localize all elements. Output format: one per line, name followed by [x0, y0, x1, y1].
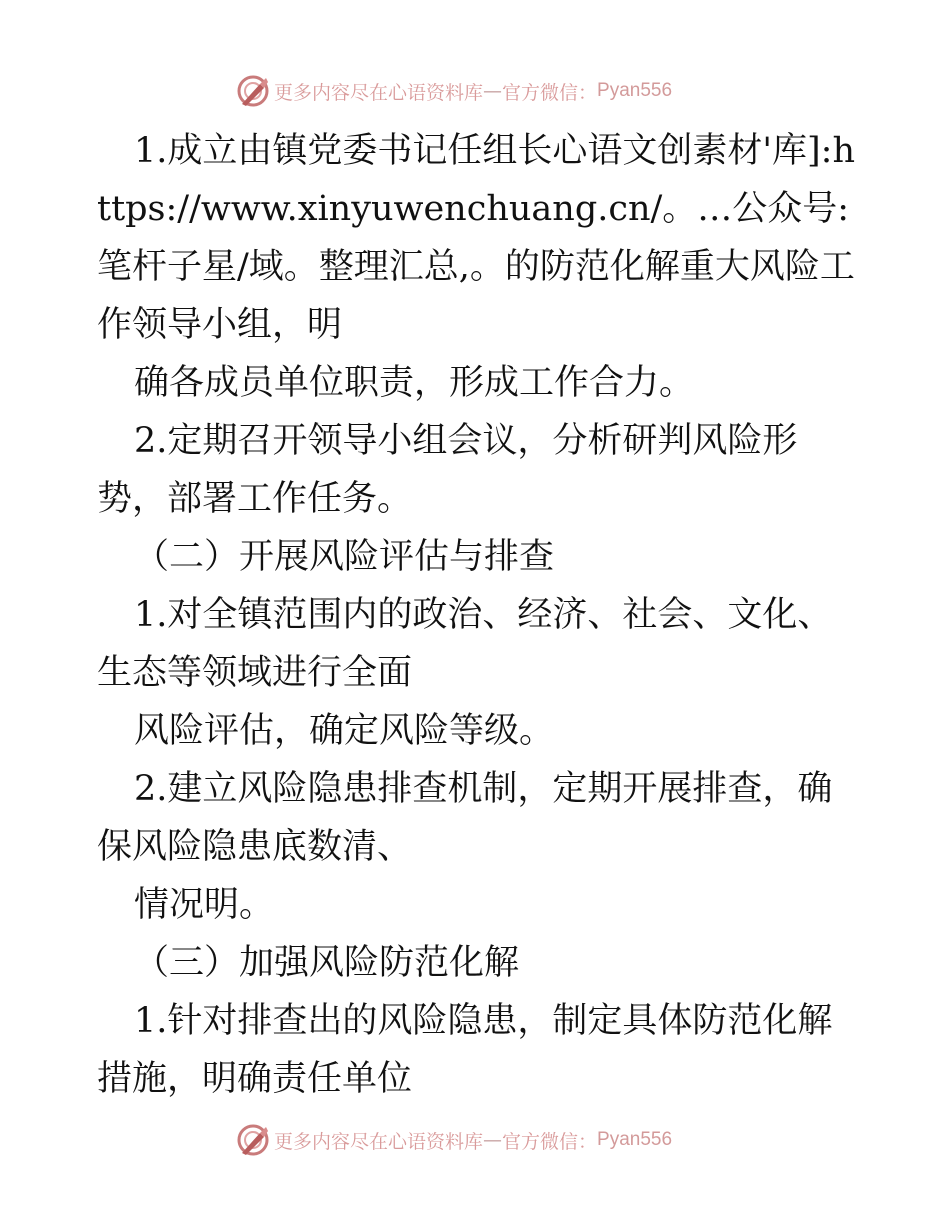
watermark-wechat-label: 官方微信：: [502, 81, 598, 104]
watermark-site-text: 更多内容尽在心语资料库: [274, 1130, 484, 1153]
paragraph: 1.成立由镇党委书记任组长心语文创素材'库]:https://www.xinyuwenchuang.cn/。…公众号:笔杆子星/域。整理汇总,。的防范化解重大风险工作领导小组，明: [97, 131, 856, 345]
paragraph-continuation: 风险评估，确定风险等级。: [134, 711, 555, 751]
pen-logo-icon: [236, 74, 270, 108]
paragraph: 2.建立风险隐患排查机制，定期开展排查，确保风险隐患底数清、: [97, 769, 833, 867]
watermark-wechat-id: Pyan556: [597, 1129, 673, 1150]
watermark-wechat-id: Pyan556: [597, 80, 673, 101]
footer-watermark: [236, 1123, 672, 1157]
paragraph: 1.对全镇范围内的政治、经济、社会、文化、生态等领域进行全面: [97, 595, 833, 693]
pen-logo-icon: [236, 1123, 270, 1157]
watermark-separator: —: [483, 1129, 503, 1151]
header-watermark: [236, 74, 672, 108]
watermark-site-text: 更多内容尽在心语资料库: [274, 81, 484, 104]
watermark-wechat-label: 官方微信：: [502, 1130, 598, 1153]
paragraph: 1.针对排查出的风险隐患，制定具体防范化解措施，明确责任单位: [97, 1001, 833, 1099]
paragraph: 2.定期召开领导小组会议，分析研判风险形势，部署工作任务。: [97, 421, 798, 519]
paragraph-continuation: 情况明。: [134, 885, 275, 925]
watermark-separator: —: [483, 80, 503, 102]
section-heading: （二）开展风险评估与排查: [134, 537, 555, 577]
section-heading: （三）加强风险防范化解: [134, 943, 520, 983]
paragraph-continuation: 确各成员单位职责，形成工作合力。: [134, 363, 695, 403]
body-text: [97, 122, 857, 1108]
